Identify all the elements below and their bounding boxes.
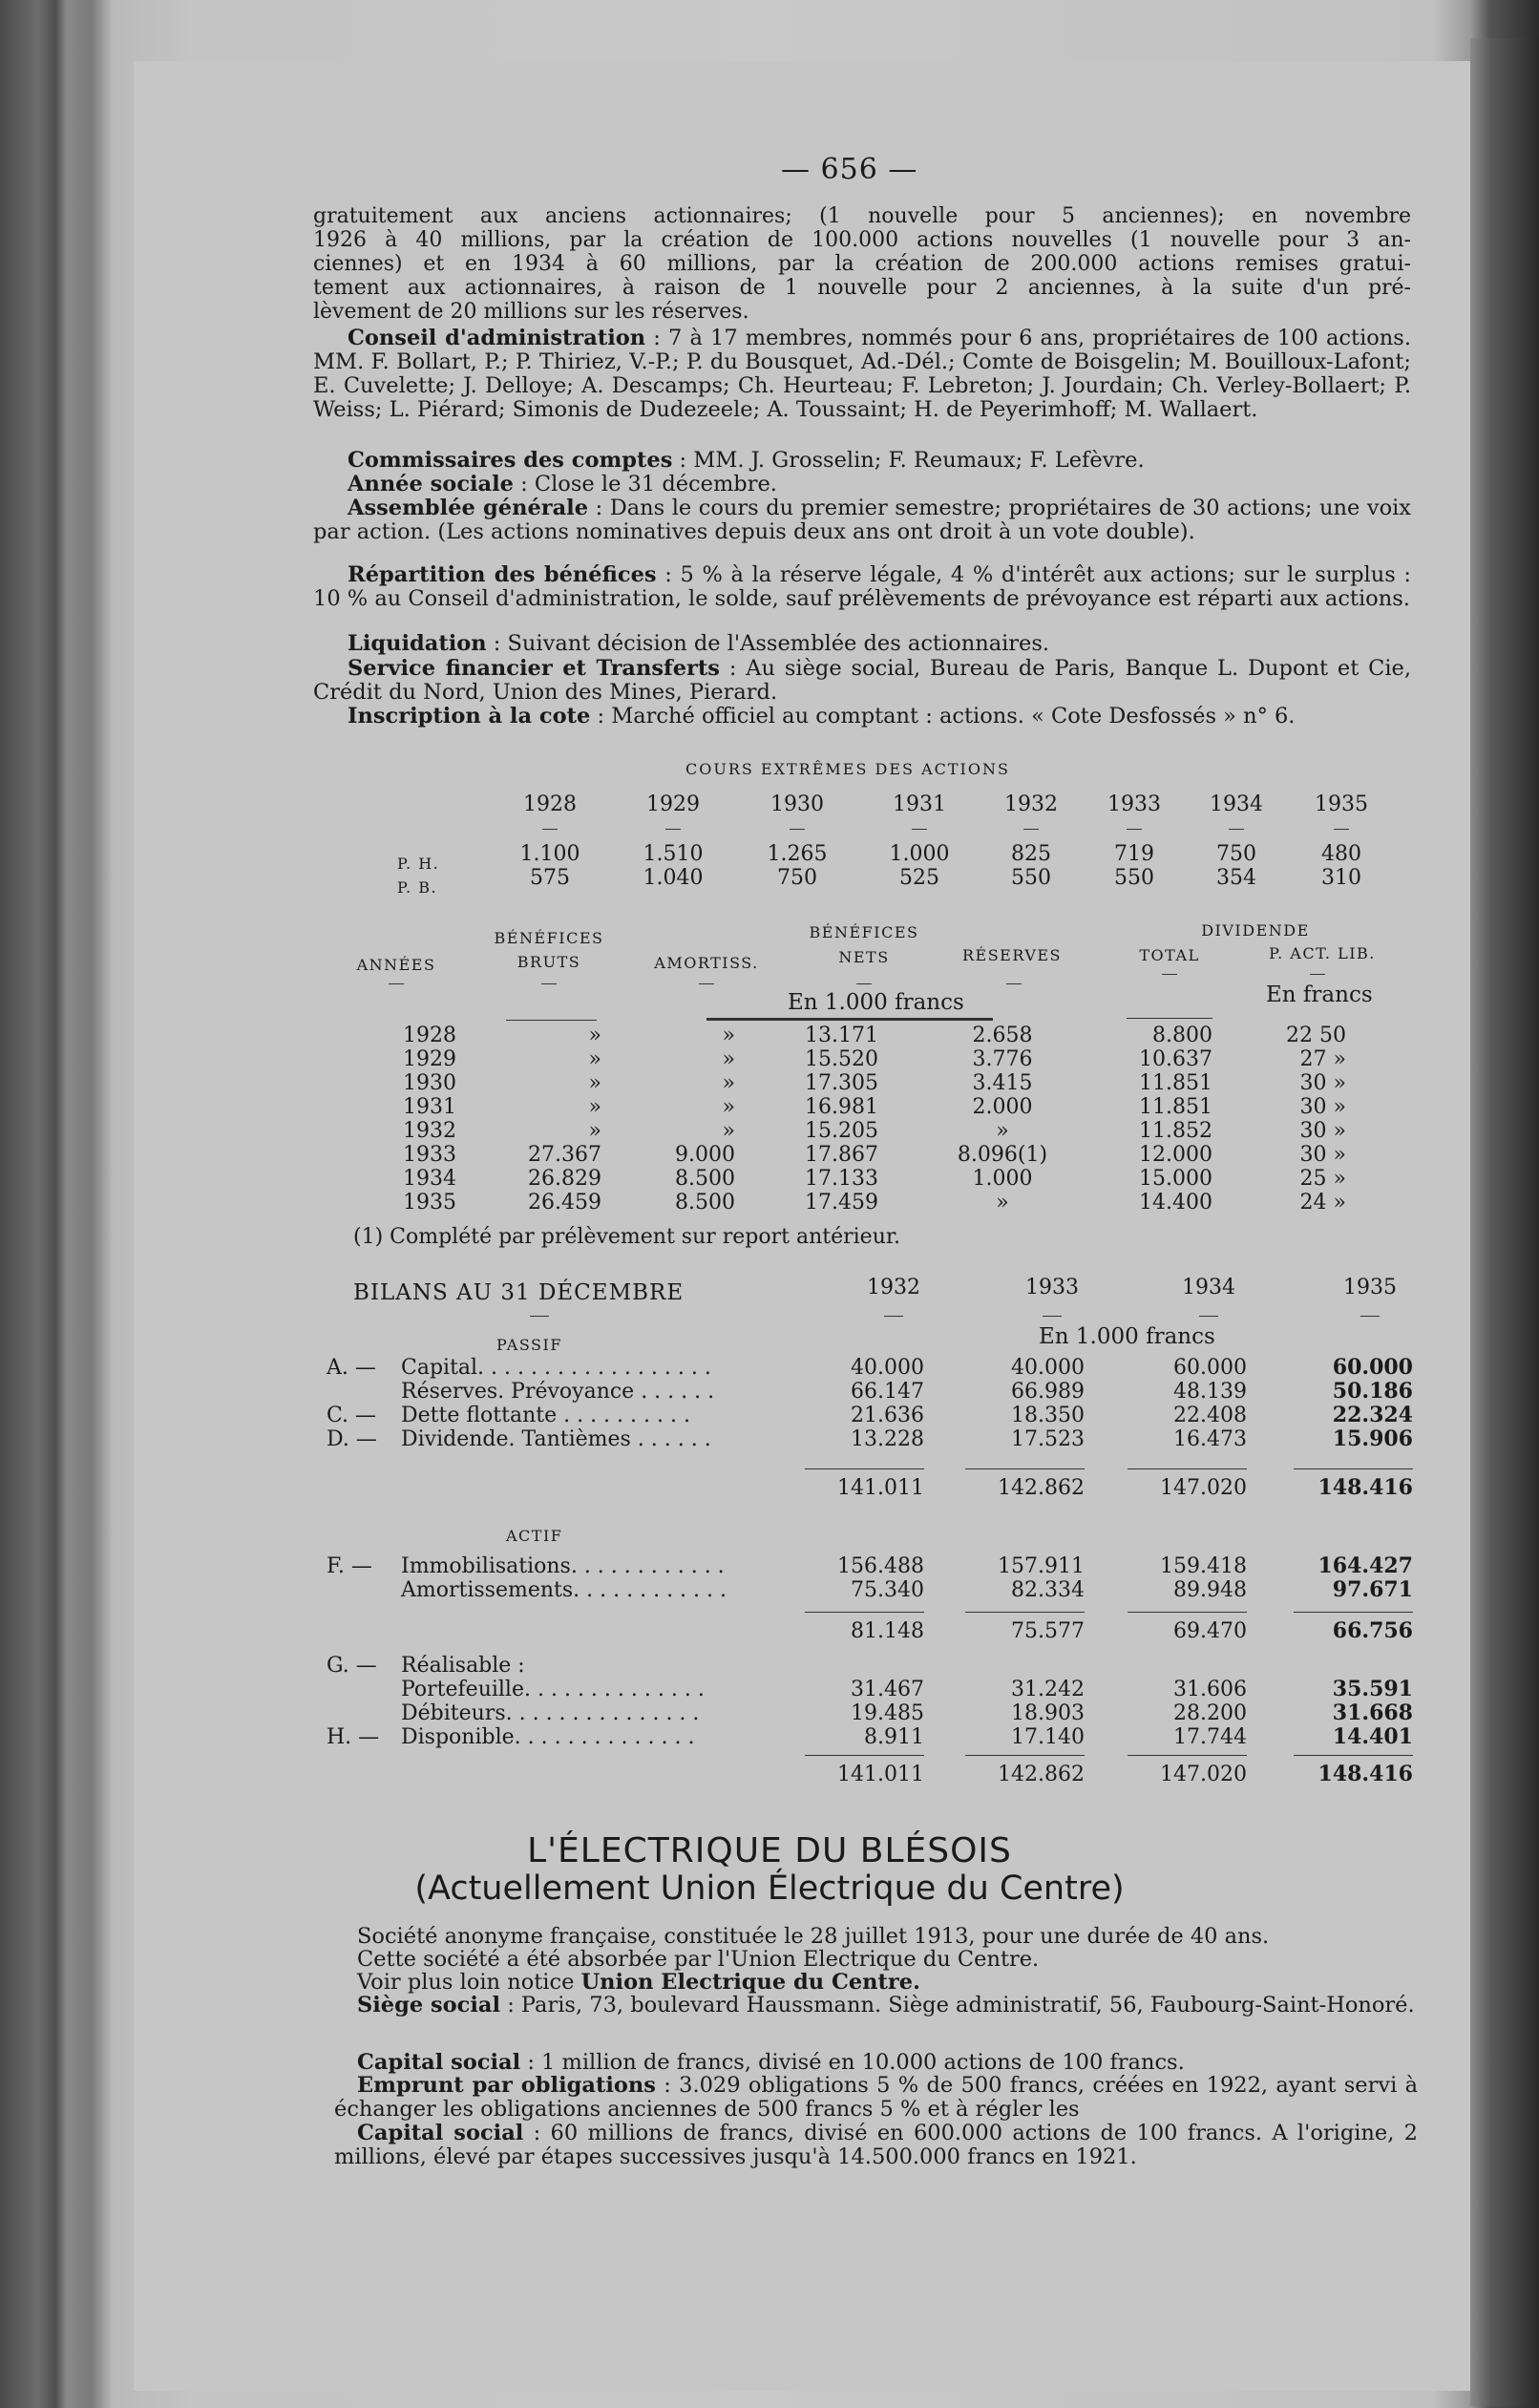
header-dash <box>699 983 714 984</box>
header-dash <box>1162 974 1177 975</box>
bilans-value: 17.523 <box>1011 1427 1085 1451</box>
results-unit-right: En francs <box>1266 982 1373 1007</box>
section2-line <box>334 2074 1418 2122</box>
cours-value: 750 <box>1216 842 1256 866</box>
cours-dash <box>1229 829 1244 830</box>
results-cell: 1928 <box>403 1024 456 1047</box>
bilans-letter: G. — <box>327 1654 377 1678</box>
results-cell: » <box>722 1024 735 1047</box>
results-cell: 12.000 <box>1139 1143 1212 1167</box>
results-cell: 17.305 <box>805 1071 878 1095</box>
results-cell: 13.171 <box>805 1024 878 1047</box>
year-dash <box>884 1316 903 1317</box>
rule <box>1127 1018 1212 1019</box>
results-cell: 24 » <box>1299 1191 1346 1215</box>
field-label: Liquidation <box>348 631 487 656</box>
results-cell: » <box>588 1071 601 1095</box>
field-label: Service financier et Transferts <box>348 656 720 681</box>
section2-line <box>334 1994 1418 2017</box>
bilans-total: 66.756 <box>1332 1618 1413 1643</box>
cours-row-label: P. B. <box>397 878 438 897</box>
results-cell: 27 » <box>1299 1047 1346 1071</box>
sum-rule <box>1128 1612 1247 1613</box>
header-dash <box>389 983 404 984</box>
results-cell: 3.415 <box>972 1071 1033 1095</box>
results-cell: 26.829 <box>528 1167 601 1191</box>
results-cell: » <box>588 1119 601 1143</box>
bilans-value: 13.228 <box>851 1427 924 1451</box>
bilans-label: Amortissements. . . . . . . . . . . . <box>401 1578 727 1602</box>
field-paragraph <box>313 632 1411 656</box>
sum-rule <box>1294 1755 1413 1756</box>
cours-year: 1935 <box>1315 792 1368 816</box>
cours-value: 525 <box>899 866 939 890</box>
field-paragraph <box>313 705 1411 729</box>
field-label: Commissaires des comptes <box>348 448 673 473</box>
field-label: Assemblée générale <box>348 496 589 520</box>
bilans-letter: D. — <box>327 1427 377 1451</box>
bilans-value: 35.591 <box>1332 1677 1413 1701</box>
section2-line <box>334 2051 1418 2075</box>
field-text: : MM. J. Grosselin; F. Reumaux; F. Lefèvre. <box>672 448 1145 473</box>
results-cell: 11.852 <box>1139 1119 1212 1143</box>
results-cell: 14.400 <box>1139 1191 1212 1215</box>
bilans-value: 164.427 <box>1318 1553 1413 1578</box>
bilans-value: 8.911 <box>864 1725 924 1749</box>
section2-text: : 1 million de francs, divisé en 10.000 actions de 100 francs. <box>520 2050 1185 2075</box>
intro-line: 1926 à 40 millions, par la création de 100.000 actions nouvelles (1 nouvelle pour 3 an- <box>313 228 1411 252</box>
cours-dash <box>790 829 805 830</box>
field-label: Répartition des bénéfices <box>348 562 657 587</box>
section2-text: : Paris, 73, boulevard Haussmann. Siège administratif, 56, Faubourg-Saint-Honoré. <box>500 1993 1415 2017</box>
results-cell: 16.981 <box>805 1095 878 1119</box>
cours-dash <box>542 829 558 830</box>
actif-label: ACTIF <box>506 1527 563 1545</box>
header-dash <box>1310 974 1325 975</box>
results-cell: 1929 <box>403 1047 456 1071</box>
section2-text: : 60 millions de francs, divisé en 600.000 actions de 100 francs. A l'origine, 2 millions, élevé par étapes successives jusqu'à 14.500.000 francs en 1921. <box>334 2121 1419 2169</box>
bilans-label: Portefeuille. . . . . . . . . . . . . . <box>401 1678 705 1701</box>
cours-dash <box>1127 829 1142 830</box>
rule <box>706 1018 993 1021</box>
results-cell: » <box>996 1191 1009 1215</box>
bilans-value: 60.000 <box>1332 1355 1413 1380</box>
results-cell: » <box>722 1047 735 1071</box>
bilans-value: 17.744 <box>1173 1725 1247 1749</box>
bilans-value: 66.989 <box>1011 1380 1085 1404</box>
cours-value: 1.510 <box>643 842 704 866</box>
results-cell: 10.637 <box>1139 1047 1212 1071</box>
cours-year: 1928 <box>523 792 577 816</box>
bilans-value: 16.473 <box>1173 1427 1247 1451</box>
sum-rule <box>805 1468 924 1469</box>
sum-rule <box>965 1755 1085 1756</box>
bilans-year: 1933 <box>1025 1276 1079 1299</box>
cours-value: 1.040 <box>643 866 704 890</box>
results-cell: 8.500 <box>675 1167 735 1191</box>
cours-year: 1933 <box>1107 792 1161 816</box>
bilans-total: 142.862 <box>998 1476 1085 1500</box>
bilans-value: 15.906 <box>1332 1426 1413 1451</box>
page-number: — 656 — <box>781 153 918 186</box>
results-cell: » <box>588 1024 601 1047</box>
cours-value: 1.000 <box>889 842 950 866</box>
cours-year: 1932 <box>1004 792 1058 816</box>
results-cell: » <box>722 1071 735 1095</box>
results-cell: 8.096(1) <box>957 1143 1048 1167</box>
bilans-total: 142.862 <box>998 1763 1085 1786</box>
cours-value: 310 <box>1321 866 1361 890</box>
bilans-label: Dividende. Tantièmes . . . . . . <box>401 1427 711 1451</box>
bilans-total: 69.470 <box>1173 1619 1247 1643</box>
results-header-reserves: RÉSERVES <box>961 946 1063 964</box>
sum-rule <box>1294 1612 1413 1613</box>
results-header-benef-nets-2: NETS <box>838 948 890 966</box>
sum-rule <box>1128 1468 1247 1469</box>
book-edge <box>1470 38 1539 2406</box>
results-cell: » <box>996 1119 1009 1143</box>
bilans-label: Débiteurs. . . . . . . . . . . . . . . <box>401 1701 700 1725</box>
cours-value: 1.100 <box>519 842 580 866</box>
bilans-year: 1934 <box>1182 1276 1235 1299</box>
section-title: L'ÉLECTRIQUE DU BLÉSOIS <box>527 1831 1012 1870</box>
results-cell: 9.000 <box>675 1143 735 1167</box>
section2-line <box>334 1925 1418 1949</box>
results-cell: 17.867 <box>805 1143 878 1167</box>
results-cell: 2.658 <box>972 1024 1033 1047</box>
bilans-total: 75.577 <box>1011 1619 1085 1643</box>
bilans-total: 148.416 <box>1318 1475 1413 1500</box>
field-text: : Close le 31 décembre. <box>514 472 777 496</box>
section2-bold: Capital social <box>357 2050 521 2075</box>
results-header-p-act-lib: P. ACT. LIB. <box>1269 944 1376 962</box>
results-cell: 1934 <box>403 1167 456 1191</box>
field-label: Année sociale <box>348 472 515 496</box>
results-cell: 17.133 <box>805 1167 878 1191</box>
header-dash <box>541 983 557 984</box>
bilans-label: Immobilisations. . . . . . . . . . . . <box>401 1554 725 1578</box>
bilans-value: 97.671 <box>1332 1577 1413 1602</box>
results-cell: 8.800 <box>1152 1024 1212 1047</box>
bilans-label: Dette flottante . . . . . . . . . . <box>401 1404 690 1427</box>
bilans-letter: C. — <box>327 1404 377 1427</box>
intro-line: tement aux actionnaires, à raison de 1 nouvelle pour 2 anciennes, à la suite d'un pré- <box>313 276 1411 300</box>
results-cell: 30 » <box>1299 1071 1346 1095</box>
field-text: : Dans le cours du premier semestre; propriétaires de 30 actions; une voix par action. (Les actions nominatives depuis deux ans ont droit à un vote double). <box>313 496 1411 544</box>
cours-value: 575 <box>530 866 570 890</box>
bilans-total: 81.148 <box>851 1619 924 1643</box>
section2-line <box>334 1971 1418 1995</box>
field-text: : 7 à 17 membres, nommés pour 6 ans, propriétaires de 100 actions. MM. F. Bollart, P.; P. Thiriez, V.-P.; P. du Bousquet, Ad.-Dél.; Comte de Boisgelin; M. Bouilloux-Lafont; E. Cuvelette; J. Delloye; A. Descamps; Ch. Heurteau; F. Lebreton; J. Jourdain; Ch. Verley-Bollaert; P. Weiss; L. Piérard; Simonis de Dudezeele; A. Toussaint; H. de Peyerimhoff; M. Wallaert. <box>313 326 1411 422</box>
cours-value: 550 <box>1011 866 1051 890</box>
bilans-value: 31.668 <box>1332 1700 1413 1725</box>
bilans-label: Disponible. . . . . . . . . . . . . . <box>401 1725 695 1749</box>
cours-year: 1931 <box>893 792 946 816</box>
bilans-value: 28.200 <box>1173 1701 1247 1725</box>
cours-year: 1930 <box>770 792 824 816</box>
section2-line <box>334 2122 1418 2169</box>
section2-text: Voir plus loin notice <box>357 1970 581 1995</box>
cours-caption: COURS EXTRÊMES DES ACTIONS <box>685 760 1010 778</box>
bilans-total: 141.011 <box>837 1476 924 1500</box>
results-cell: 1932 <box>403 1119 456 1143</box>
results-footnote: (1) Complété par prélèvement sur report antérieur. <box>353 1225 900 1249</box>
header-dash <box>1006 983 1022 984</box>
results-header-benef-nets-1: BÉNÉFICES <box>809 923 919 941</box>
bilans-value: 31.606 <box>1173 1678 1247 1701</box>
results-cell: 1935 <box>403 1191 456 1215</box>
cours-row-label: P. H. <box>397 855 440 873</box>
bilans-value: 21.636 <box>851 1404 924 1427</box>
results-header-total: TOTAL <box>1139 946 1200 964</box>
bilans-value: 75.340 <box>851 1578 924 1602</box>
results-cell: 30 » <box>1299 1119 1346 1143</box>
bilans-value: 159.418 <box>1160 1554 1247 1578</box>
bilans-year: 1935 <box>1343 1276 1397 1299</box>
bilans-title: BILANS AU 31 DÉCEMBRE <box>353 1280 685 1305</box>
bilans-total: 148.416 <box>1318 1762 1413 1786</box>
bilans-letter: F. — <box>327 1554 372 1578</box>
results-cell: 1930 <box>403 1071 456 1095</box>
bilans-value: 40.000 <box>1011 1356 1085 1380</box>
cours-year: 1929 <box>646 792 700 816</box>
rule <box>506 1020 597 1021</box>
section-subtitle: (Actuellement Union Électrique du Centre) <box>414 1869 1125 1908</box>
section2-bold: Capital social <box>357 2121 524 2145</box>
field-paragraph <box>313 449 1411 473</box>
section2-line <box>334 1948 1418 1972</box>
bilans-value: 31.467 <box>851 1678 924 1701</box>
bilans-total: 147.020 <box>1160 1476 1247 1500</box>
bilans-value: 156.488 <box>837 1554 924 1578</box>
results-header-benef-bruts-2: BRUTS <box>517 953 581 971</box>
bilans-value: 22.408 <box>1173 1404 1247 1427</box>
results-header-dividende: DIVIDENDE <box>1201 921 1310 940</box>
results-cell: 25 » <box>1299 1167 1346 1191</box>
bilans-value: 31.242 <box>1011 1678 1085 1701</box>
sum-rule <box>1128 1755 1247 1756</box>
results-cell: 15.205 <box>805 1119 878 1143</box>
bilans-value: 157.911 <box>998 1554 1085 1578</box>
section2-bold: Siège social <box>357 1993 501 2017</box>
bilans-label: Capital. . . . . . . . . . . . . . . . . . <box>401 1356 711 1380</box>
passif-label: PASSIF <box>496 1336 562 1354</box>
bilans-year: 1932 <box>867 1276 920 1299</box>
results-unit-left: En 1.000 francs <box>788 990 964 1015</box>
bilans-unit: En 1.000 francs <box>1039 1324 1215 1349</box>
results-cell: 15.520 <box>805 1047 878 1071</box>
sum-rule <box>805 1755 924 1756</box>
bilans-value: 17.140 <box>1011 1725 1085 1749</box>
field-label: Inscription à la cote <box>348 704 591 729</box>
field-text: : Au siège social, Bureau de Paris, Banque L. Dupont et Cie, Crédit du Nord, Union des Mines, Pierard. <box>313 656 1411 705</box>
cours-value: 354 <box>1216 866 1256 890</box>
results-cell: 2.000 <box>972 1095 1033 1119</box>
results-cell: 30 » <box>1299 1143 1346 1167</box>
header-dash <box>856 983 872 984</box>
cours-value: 719 <box>1114 842 1154 866</box>
bilans-label: Réalisable : <box>401 1654 525 1678</box>
field-paragraph <box>313 496 1411 544</box>
results-cell: 1931 <box>403 1095 456 1119</box>
bilans-total: 141.011 <box>837 1763 924 1786</box>
cours-value: 750 <box>777 866 817 890</box>
intro-line: gratuitement aux anciens actionnaires; (1 nouvelle pour 5 anciennes); en novembre <box>313 204 1411 228</box>
cours-value: 825 <box>1011 842 1051 866</box>
field-text: : Marché officiel au comptant : actions. « Cote Desfossés » n° 6. <box>590 704 1296 729</box>
bilans-value: 22.324 <box>1332 1403 1413 1427</box>
bilans-value: 18.350 <box>1011 1404 1085 1427</box>
results-cell: 11.851 <box>1139 1071 1212 1095</box>
cours-dash <box>912 829 927 830</box>
cours-dash <box>1023 829 1039 830</box>
title-dash <box>530 1316 549 1317</box>
field-text: : 5 % à la réserve légale, 4 % d'intérêt aux actions; sur le surplus : 10 % au Conseil d'administration, le solde, sauf prélèvements de prévoyance est réparti aux actions. <box>313 562 1411 611</box>
section2-bold: Emprunt par obligations <box>357 2073 656 2098</box>
bilans-letter: A. — <box>327 1356 376 1380</box>
section2-text: Société anonyme française, constituée le 28 juillet 1913, pour une durée de 40 ans. <box>357 1924 1270 1949</box>
cours-value: 550 <box>1114 866 1154 890</box>
results-header-amortiss: AMORTISS. <box>654 954 759 972</box>
bilans-value: 60.000 <box>1173 1356 1247 1380</box>
results-cell: 1933 <box>403 1143 456 1167</box>
results-cell: 30 » <box>1299 1095 1346 1119</box>
bilans-value: 18.903 <box>1011 1701 1085 1725</box>
bilans-value: 40.000 <box>851 1356 924 1380</box>
section2-text: Cette société a été absorbée par l'Union Electrique du Centre. <box>357 1947 1040 1972</box>
results-cell: 1.000 <box>972 1167 1033 1191</box>
bilans-value: 82.334 <box>1011 1578 1085 1602</box>
results-cell: 3.776 <box>972 1047 1033 1071</box>
year-dash <box>1199 1316 1218 1317</box>
cours-year: 1934 <box>1210 792 1263 816</box>
cours-value: 1.265 <box>767 842 828 866</box>
field-paragraph <box>313 563 1411 611</box>
bilans-label: Réserves. Prévoyance . . . . . . <box>401 1380 715 1404</box>
cours-dash <box>665 829 681 830</box>
field-paragraph <box>313 657 1411 705</box>
results-cell: 17.459 <box>805 1191 878 1215</box>
bilans-value: 50.186 <box>1332 1379 1413 1404</box>
results-cell: 15.000 <box>1139 1167 1212 1191</box>
results-cell: 22 50 <box>1286 1024 1346 1047</box>
results-cell: » <box>588 1095 601 1119</box>
results-cell: 27.367 <box>528 1143 601 1167</box>
year-dash <box>1043 1316 1062 1317</box>
field-label: Conseil d'administration <box>348 326 646 350</box>
intro-line: lèvement de 20 millions sur les réserves. <box>313 300 749 324</box>
field-paragraph <box>313 473 1411 496</box>
results-cell: » <box>722 1119 735 1143</box>
intro-line: ciennes) et en 1934 à 60 millions, par la création de 200.000 actions remises gratui- <box>313 252 1411 276</box>
field-paragraph <box>313 327 1411 422</box>
section2-text: : 3.029 obligations 5 % de 500 francs, créées en 1922, ayant servi à échanger les obligations anciennes de 500 francs 5 % et à régler les <box>334 2073 1418 2122</box>
field-text: : Suivant décision de l'Assemblée des actionnaires. <box>486 631 1050 656</box>
bilans-letter: H. — <box>327 1725 380 1749</box>
bilans-total: 147.020 <box>1160 1763 1247 1786</box>
results-cell: 11.851 <box>1139 1095 1212 1119</box>
results-header-benef-bruts-1: BÉNÉFICES <box>494 929 604 947</box>
cours-value: 480 <box>1321 842 1361 866</box>
sum-rule <box>965 1612 1085 1613</box>
results-header-annees: ANNÉES <box>356 956 436 974</box>
cours-dash <box>1334 829 1349 830</box>
bilans-value: 89.948 <box>1173 1578 1247 1602</box>
bilans-value: 48.139 <box>1173 1380 1247 1404</box>
year-dash <box>1360 1316 1380 1317</box>
bilans-value: 14.401 <box>1332 1724 1413 1749</box>
bilans-value: 66.147 <box>851 1380 924 1404</box>
sum-rule <box>805 1612 924 1613</box>
results-cell: 26.459 <box>528 1191 601 1215</box>
bilans-value: 19.485 <box>851 1701 924 1725</box>
results-cell: » <box>722 1095 735 1119</box>
results-cell: » <box>588 1047 601 1071</box>
sum-rule <box>1294 1468 1413 1469</box>
section2-bold-after: Union Electrique du Centre. <box>580 1970 920 1995</box>
results-cell: 8.500 <box>675 1191 735 1215</box>
sum-rule <box>965 1468 1085 1469</box>
